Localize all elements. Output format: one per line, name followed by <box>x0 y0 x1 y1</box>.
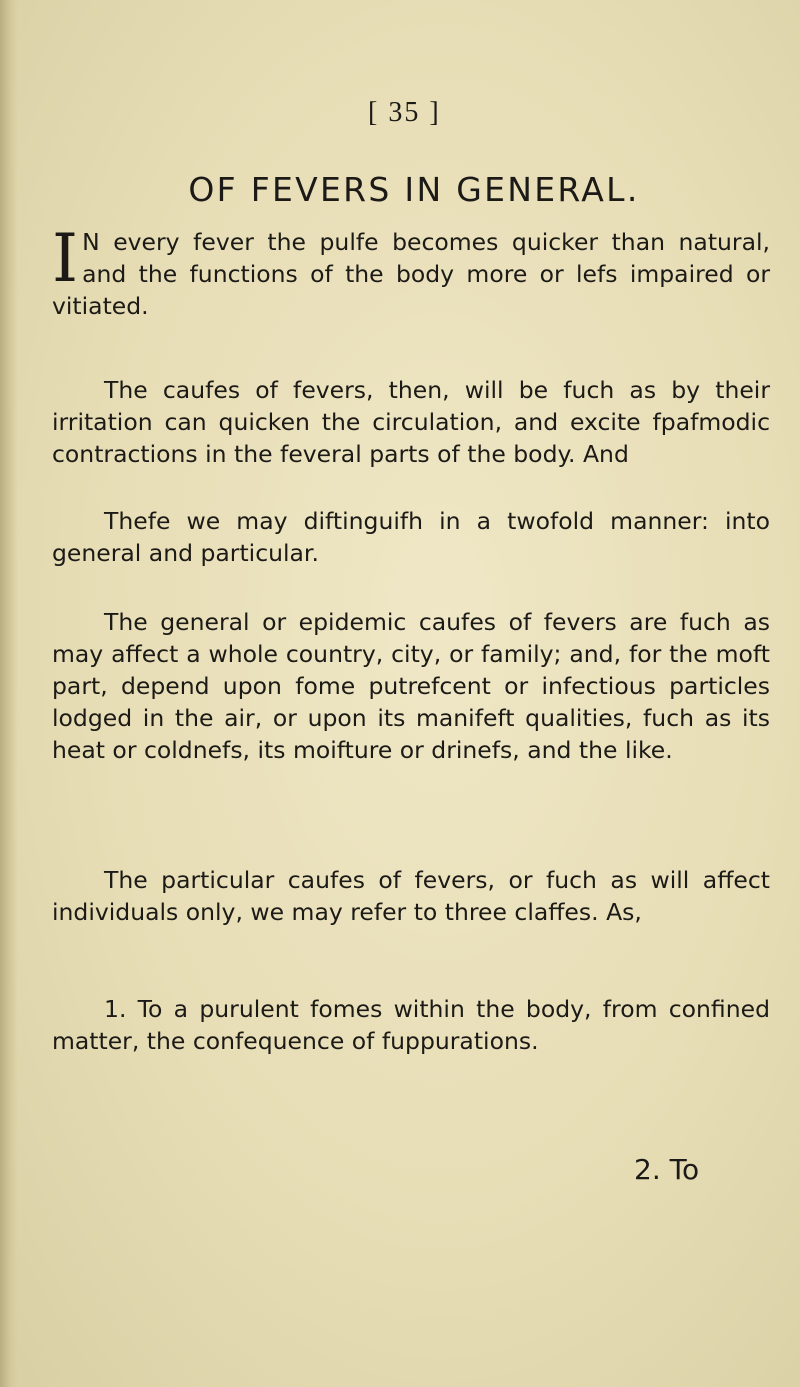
chapter-heading: OF FEVERS IN GENERAL. <box>188 170 640 209</box>
paragraph-2: The caufes of fevers, then, will be fuch as by their irritation can quicken the circulation, and excite fpafmodic contractions in the feveral parts of the body. And <box>52 376 770 468</box>
body-text <box>52 220 770 322</box>
paragraph-4: The general or epidemic caufes of fevers are fuch as may affect a whole country, city, or family; and, for the moft part, depend upon fome putrefcent or infectious particles lodged in the air, or upon its manifeft qualities, fuch as its heat or coldnefs, its moifture or drinefs, and the like. <box>52 608 770 764</box>
body-text-block-3 <box>52 505 770 569</box>
body-text-block-4 <box>52 606 770 766</box>
paragraph-1 <box>52 220 770 322</box>
body-text-block-5 <box>52 864 770 928</box>
paragraph-6: 1. To a purulent fomes within the body, from confined matter, the confequence of fuppurations. <box>52 995 770 1055</box>
paragraph-1-text: N every fever the pulfe becomes quicker than natural, and the functions of the body more or lefs impaired or vitiated. <box>52 228 770 320</box>
drop-cap: I <box>52 220 79 297</box>
body-text-block-2 <box>52 374 770 470</box>
body-text-block-6 <box>52 993 770 1057</box>
paragraph-5: The particular caufes of fevers, or fuch as will affect individuals only, we may refer to three claffes. As, <box>52 866 770 926</box>
page-number: [ 35 ] <box>368 97 441 128</box>
catchword: 2. To <box>634 1153 700 1186</box>
paragraph-3: Thefe we may diftinguifh in a twofold manner: into general and particular. <box>52 507 770 567</box>
